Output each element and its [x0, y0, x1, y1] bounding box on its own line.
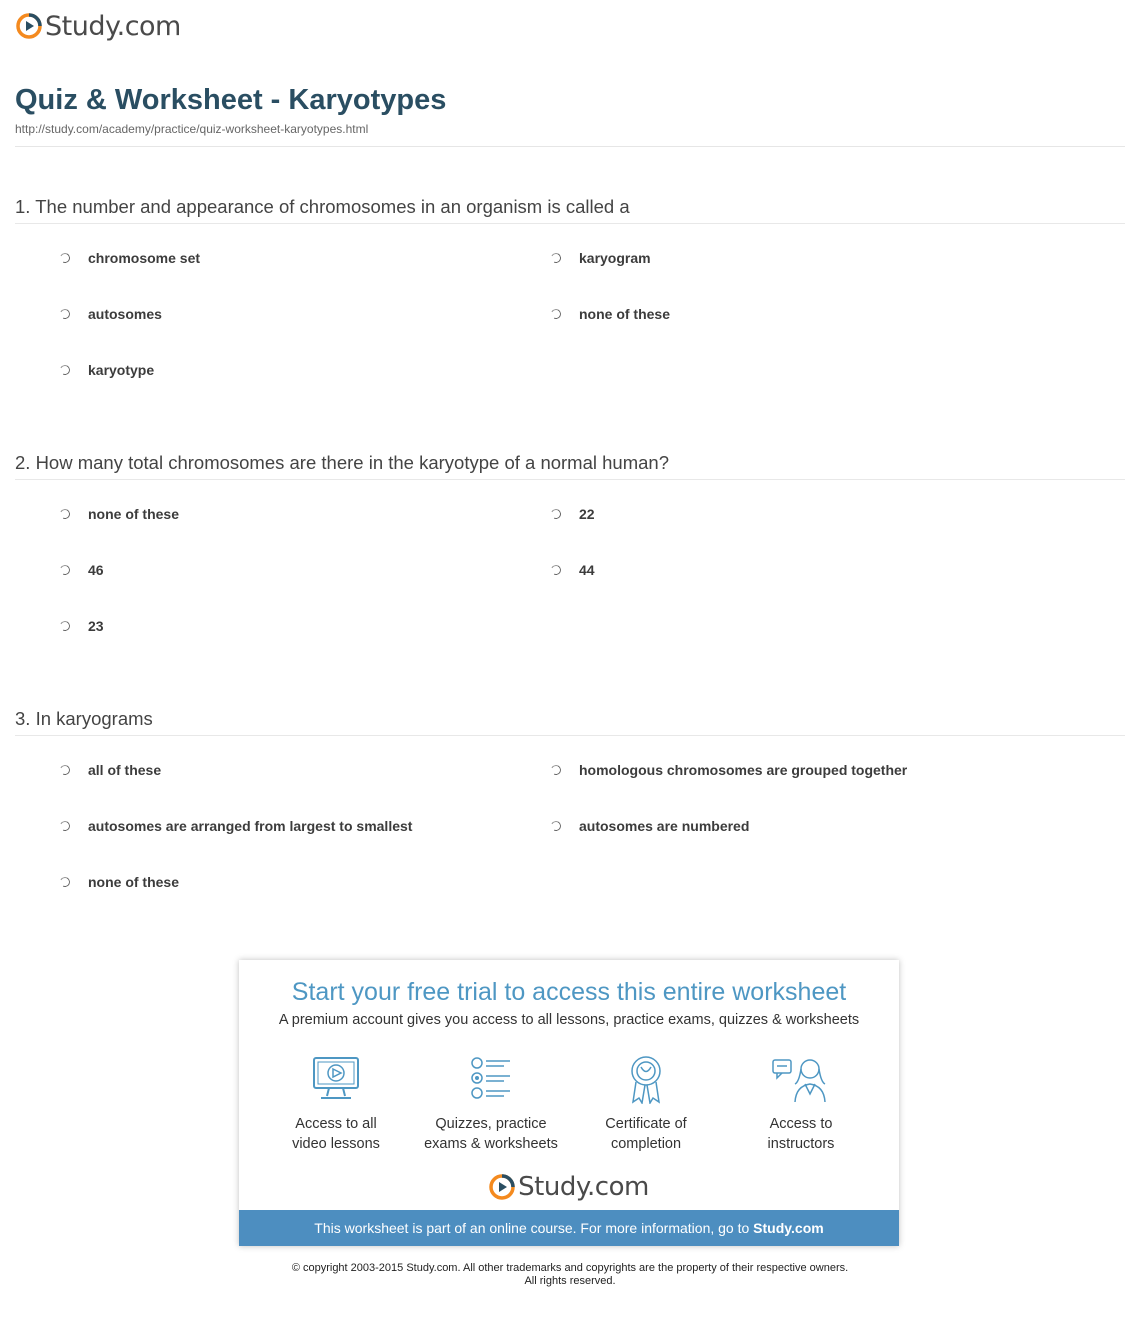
answer-option[interactable] [60, 618, 104, 634]
question-rule [15, 735, 1125, 736]
radio-button-icon[interactable] [59, 564, 72, 577]
question-rule [15, 223, 1125, 224]
copyright-line: © copyright 2003-2015 Study.com. All other trademarks and copyrights are the property of their respective owners. [291, 1262, 849, 1274]
feature-certificate [571, 1054, 721, 1154]
promo-subtitle: A premium account gives you access to all lessons, practice exams, quizzes & worksheets [278, 1012, 860, 1028]
answer-option[interactable] [551, 506, 595, 522]
radio-button-icon[interactable] [550, 764, 563, 777]
radio-button-icon[interactable] [59, 764, 72, 777]
feature-quizzes [416, 1054, 566, 1154]
option-label: autosomes are arranged from largest to smallest [88, 818, 413, 834]
option-label: none of these [88, 874, 180, 890]
free-trial-promo[interactable] [239, 960, 899, 1246]
checklist-icon [466, 1054, 516, 1104]
option-label: chromosome set [88, 250, 201, 266]
radio-button-icon[interactable] [550, 308, 563, 321]
option-label: none of these [88, 506, 180, 522]
radio-button-icon[interactable] [59, 620, 72, 633]
option-label: karyotype [88, 362, 155, 378]
answer-option[interactable] [60, 250, 200, 266]
question-1 [15, 194, 1125, 224]
option-label: all of these [88, 762, 162, 778]
answer-option[interactable] [551, 306, 670, 322]
instructor-chat-icon [771, 1054, 831, 1104]
radio-button-icon[interactable] [550, 252, 563, 265]
radio-button-icon[interactable] [59, 508, 72, 521]
question-3 [15, 706, 1125, 736]
study-logo-icon [489, 1174, 515, 1200]
monitor-play-icon [311, 1054, 361, 1104]
option-label: 22 [579, 506, 595, 522]
radio-button-icon[interactable] [550, 508, 563, 521]
option-label: autosomes are numbered [579, 818, 750, 834]
answer-option[interactable] [551, 562, 595, 578]
question-text: 3. In karyograms [15, 708, 153, 729]
radio-button-icon[interactable] [59, 252, 72, 265]
feature-video-lessons [261, 1054, 411, 1154]
answer-option[interactable] [551, 762, 907, 778]
option-label: 23 [88, 618, 104, 634]
certificate-ribbon-icon [621, 1054, 671, 1104]
site-logo[interactable] [16, 10, 181, 42]
divider [15, 146, 1125, 147]
promo-info-bar [239, 1210, 899, 1246]
question-2 [15, 450, 1125, 480]
answer-option[interactable] [60, 362, 154, 378]
radio-button-icon[interactable] [550, 820, 563, 833]
radio-button-icon[interactable] [59, 364, 72, 377]
answer-option[interactable] [60, 762, 161, 778]
option-label: none of these [579, 306, 671, 322]
radio-button-icon[interactable] [59, 876, 72, 889]
rights-line: All rights reserved. [524, 1275, 616, 1287]
feature-label: Certificate of completion [605, 1116, 687, 1152]
answer-option[interactable] [60, 874, 179, 890]
option-label: homologous chromosomes are grouped together [579, 762, 908, 778]
feature-label: Quizzes, practice exams & worksheets [424, 1116, 558, 1152]
logo-wordmark: Study.com [45, 10, 181, 42]
page-url: http://study.com/academy/practice/quiz-worksheet-karyotypes.html [15, 122, 369, 136]
radio-button-icon[interactable] [59, 820, 72, 833]
feature-label: Access to instructors [767, 1116, 835, 1152]
answer-option[interactable] [60, 818, 412, 834]
study-logo-icon [16, 13, 42, 39]
radio-button-icon[interactable] [550, 564, 563, 577]
option-label: autosomes [88, 306, 162, 322]
answer-option[interactable] [551, 250, 651, 266]
option-label: 46 [88, 562, 104, 578]
answer-option[interactable] [60, 506, 179, 522]
logo-wordmark: Study.com [518, 1172, 649, 1202]
option-label: karyogram [579, 250, 651, 266]
question-rule [15, 479, 1125, 480]
study-com-link[interactable]: Study.com [753, 1220, 824, 1236]
feature-label: Access to all video lessons [292, 1116, 380, 1152]
question-text: 2. How many total chromosomes are there in the karyotype of a normal human? [15, 452, 669, 473]
option-label: 44 [579, 562, 595, 578]
radio-button-icon[interactable] [59, 308, 72, 321]
answer-option[interactable] [60, 562, 104, 578]
promo-bar-text: This worksheet is part of an online course. For more information, go to [314, 1220, 754, 1236]
question-text: 1. The number and appearance of chromosomes in an organism is called a [15, 196, 630, 217]
promo-logo[interactable] [239, 1172, 899, 1202]
page-title: Quiz & Worksheet - Karyotypes [15, 84, 447, 116]
copyright-notice [0, 1262, 1140, 1288]
feature-instructors [726, 1054, 876, 1154]
answer-option[interactable] [551, 818, 749, 834]
answer-option[interactable] [60, 306, 162, 322]
promo-title[interactable]: Start your free trial to access this entire worksheet [291, 978, 847, 1006]
